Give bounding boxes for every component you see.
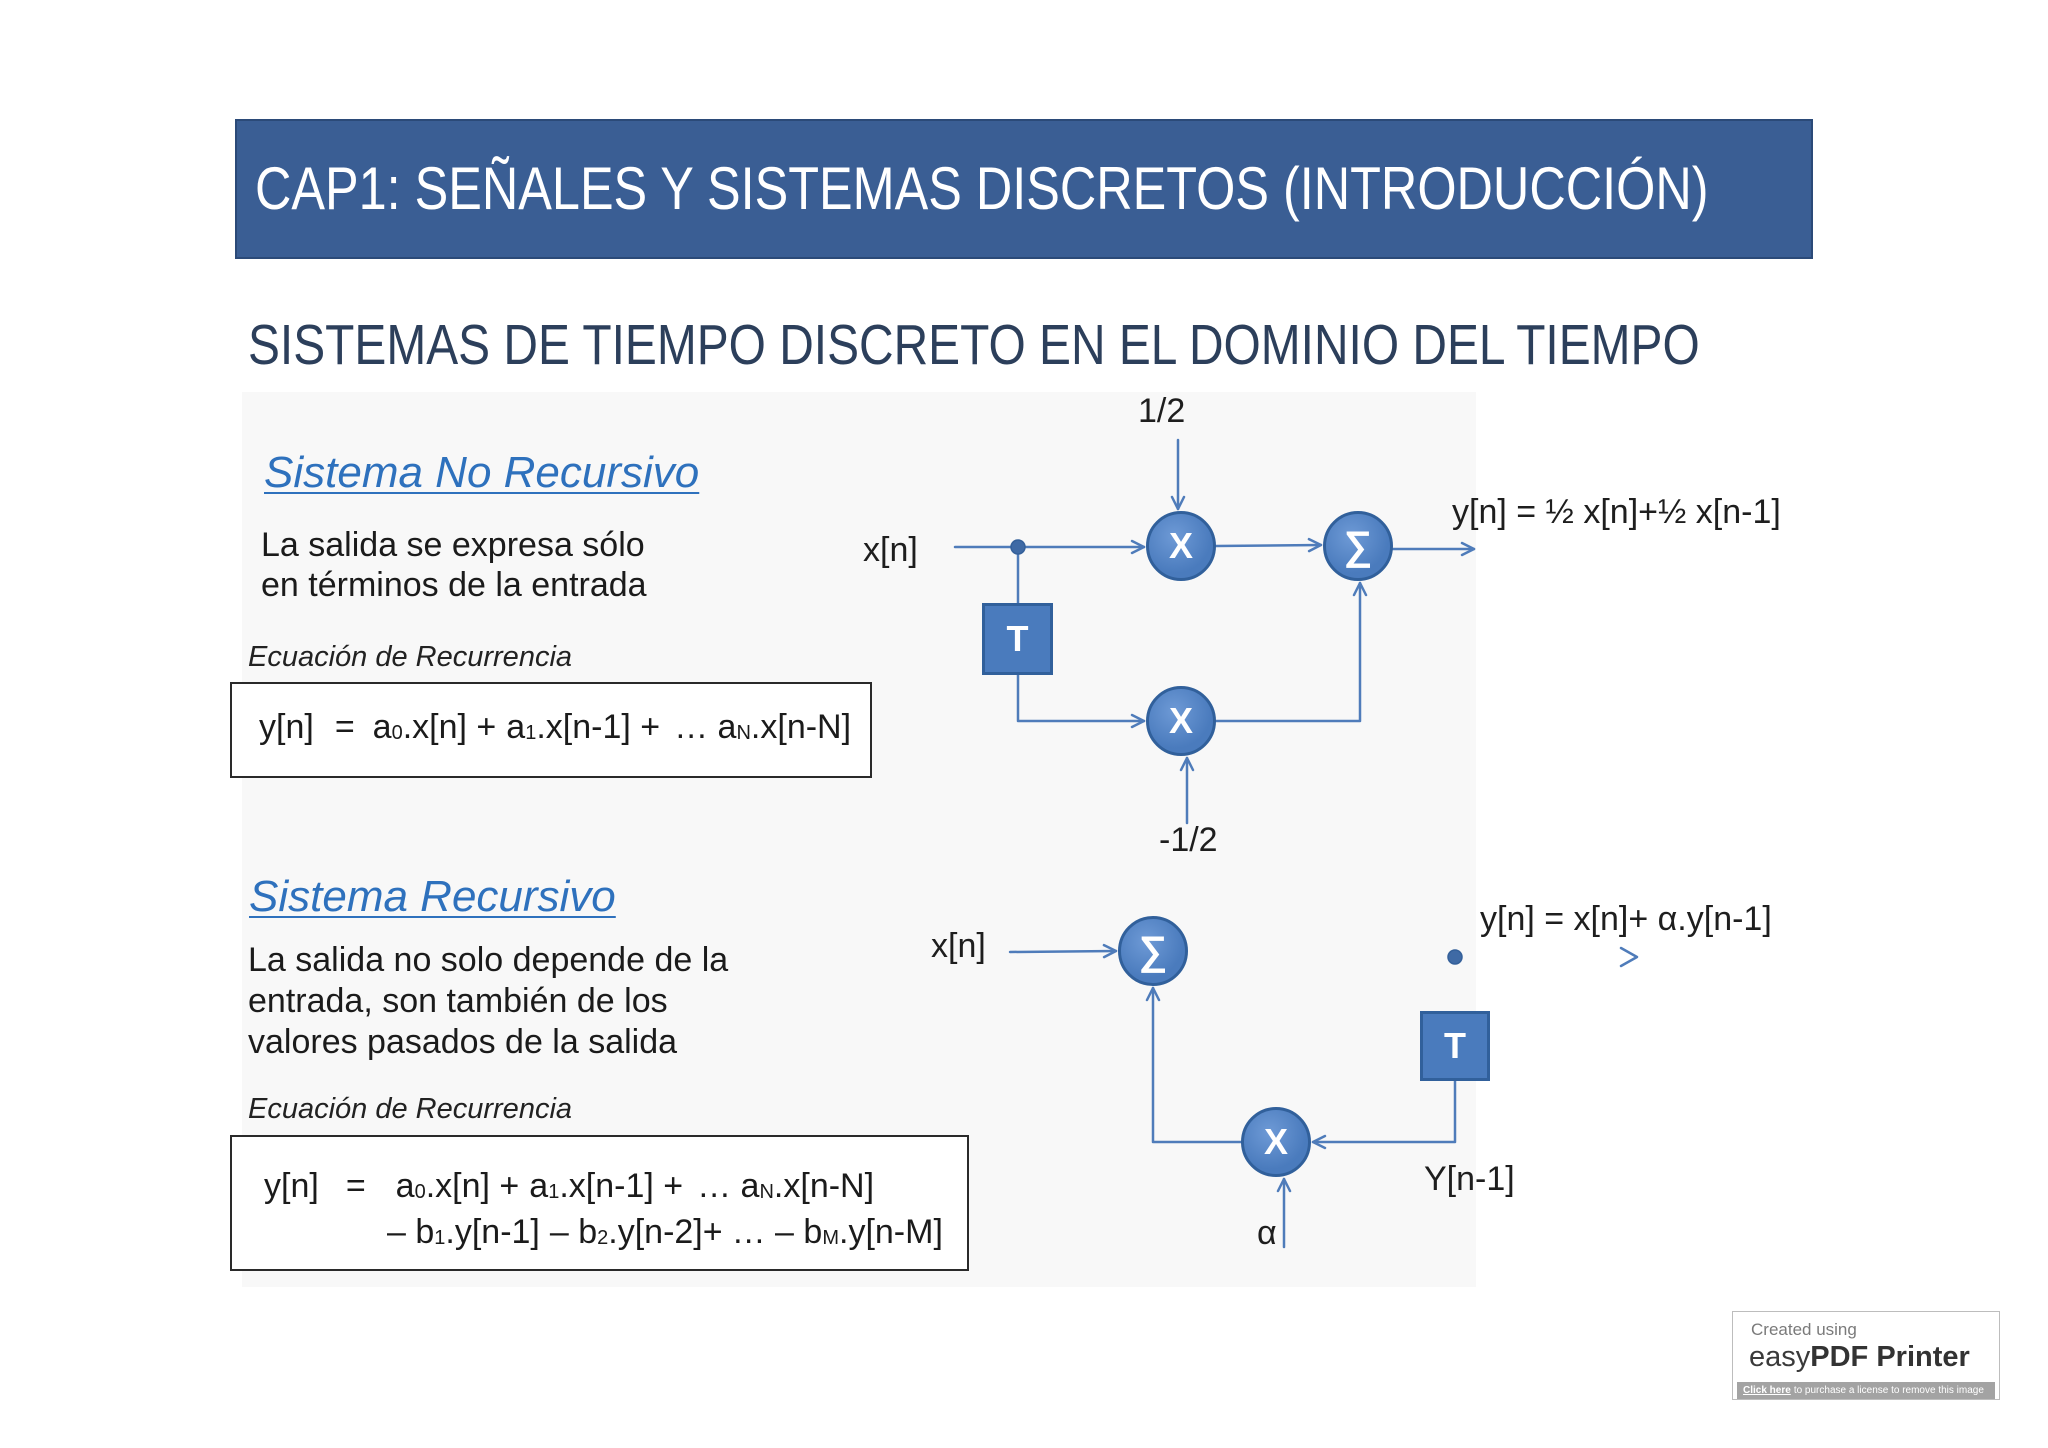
term-rest: .x[n-1] + bbox=[536, 708, 661, 746]
diagram1-input-label: x[n] bbox=[863, 531, 918, 569]
non-recursive-description bbox=[261, 525, 647, 605]
equation-lhs: y[n] bbox=[264, 1167, 319, 1205]
term-subscript: 1 bbox=[548, 1181, 560, 1203]
term-rest: .x[n] + bbox=[425, 1167, 520, 1205]
term-subscript: 0 bbox=[391, 722, 403, 744]
non-recursive-equation-box bbox=[230, 682, 872, 778]
watermark-brand-light: easy bbox=[1749, 1341, 1811, 1373]
term-coefficient: a bbox=[506, 708, 526, 746]
term-subscript: 2 bbox=[597, 1227, 609, 1249]
diagram2-feedback-label: Y[n-1] bbox=[1424, 1160, 1515, 1198]
equation-term bbox=[506, 707, 660, 753]
slide-subtitle: SISTEMAS DE TIEMPO DISCRETO EN EL DOMINIO DEL TIEMPO bbox=[248, 313, 1700, 377]
multiplier-block: X bbox=[1146, 686, 1216, 756]
term-rest: .y[n-2]+ bbox=[608, 1213, 723, 1251]
diagram2-gain-label: α bbox=[1257, 1214, 1277, 1252]
watermark-footer bbox=[1737, 1382, 1995, 1399]
term-coefficient: … a bbox=[674, 708, 737, 746]
watermark-created-text: Created using bbox=[1751, 1320, 1857, 1339]
description-line: entrada, son también de los bbox=[248, 982, 668, 1020]
delay-block: T bbox=[982, 603, 1053, 675]
equation-line bbox=[232, 1212, 967, 1258]
diagram2-input-label: x[n] bbox=[931, 927, 986, 965]
term-subscript: M bbox=[822, 1227, 839, 1249]
diagram1-output-label: y[n] = ½ x[n]+½ x[n-1] bbox=[1452, 493, 1781, 531]
term-rest: .x[n-N] bbox=[773, 1167, 875, 1205]
diagram2-output-label: y[n] = x[n]+ α.y[n-1] bbox=[1480, 900, 1772, 938]
adder-block: ∑ bbox=[1118, 916, 1188, 986]
equation-term bbox=[697, 1166, 874, 1212]
non-recursive-heading: Sistema No Recursivo bbox=[264, 448, 700, 497]
watermark-brand-bold: PDF Printer bbox=[1810, 1341, 1970, 1373]
term-coefficient: a bbox=[395, 1167, 415, 1205]
diagram1-bottom-gain-label: -1/2 bbox=[1159, 821, 1218, 859]
description-line: valores pasados de la salida bbox=[248, 1023, 678, 1061]
equation-lhs: y[n] bbox=[259, 708, 314, 746]
non-recursive-equation-label: Ecuación de Recurrencia bbox=[248, 641, 573, 673]
multiplier-block: X bbox=[1241, 1107, 1311, 1177]
equation-term bbox=[732, 1212, 943, 1258]
term-rest: .y[n-1] bbox=[445, 1213, 540, 1251]
term-rest: .x[n-N] bbox=[750, 708, 852, 746]
term-coefficient: – b bbox=[387, 1213, 435, 1251]
title-bar bbox=[235, 119, 1813, 259]
adder-block: ∑ bbox=[1323, 511, 1393, 581]
watermark-footer-text: to purchase a license to remove this image bbox=[1793, 1385, 1984, 1396]
recursive-heading: Sistema Recursivo bbox=[249, 872, 616, 921]
multiplier-block: X bbox=[1146, 511, 1216, 581]
equals-sign: = bbox=[334, 708, 355, 746]
watermark-purchase-link[interactable]: Click here bbox=[1743, 1385, 1791, 1396]
equation-line bbox=[259, 707, 851, 753]
equation-term bbox=[529, 1166, 683, 1212]
term-subscript: N bbox=[759, 1181, 774, 1203]
term-coefficient: – b bbox=[549, 1213, 598, 1251]
slide-title: CAP1: SEÑALES Y SISTEMAS DISCRETOS (INTRODUCCIÓN) bbox=[255, 155, 1709, 222]
term-coefficient: a bbox=[372, 708, 392, 746]
term-subscript: 1 bbox=[525, 722, 537, 744]
description-line: en términos de la entrada bbox=[261, 566, 647, 604]
equation-term bbox=[674, 707, 851, 753]
equation-term bbox=[373, 707, 497, 753]
equation-term bbox=[387, 1212, 540, 1258]
term-subscript: N bbox=[736, 722, 751, 744]
term-subscript: 0 bbox=[414, 1181, 426, 1203]
term-subscript: 1 bbox=[434, 1227, 446, 1249]
recursive-description bbox=[248, 940, 728, 1063]
equation-term bbox=[550, 1212, 723, 1258]
term-coefficient: … – b bbox=[731, 1213, 823, 1251]
term-rest: .x[n-1] + bbox=[559, 1167, 684, 1205]
diagram1-top-gain-label: 1/2 bbox=[1138, 392, 1186, 430]
description-line: La salida no solo depende de la bbox=[248, 941, 729, 979]
equation-line bbox=[232, 1166, 967, 1212]
equation-term bbox=[396, 1166, 520, 1212]
recursive-equation-box bbox=[230, 1135, 969, 1271]
watermark-brand bbox=[1749, 1341, 1970, 1373]
recursive-equation-label: Ecuación de Recurrencia bbox=[248, 1093, 573, 1125]
term-rest: .x[n] + bbox=[402, 708, 497, 746]
output-arrowhead bbox=[1621, 948, 1637, 966]
watermark-badge bbox=[1732, 1311, 2000, 1400]
delay-block: T bbox=[1420, 1011, 1490, 1081]
term-coefficient: a bbox=[529, 1167, 549, 1205]
term-coefficient: … a bbox=[697, 1167, 760, 1205]
equals-sign: = bbox=[345, 1167, 366, 1205]
term-rest: .y[n-M] bbox=[839, 1213, 943, 1251]
description-line: La salida se expresa sólo bbox=[261, 526, 645, 564]
